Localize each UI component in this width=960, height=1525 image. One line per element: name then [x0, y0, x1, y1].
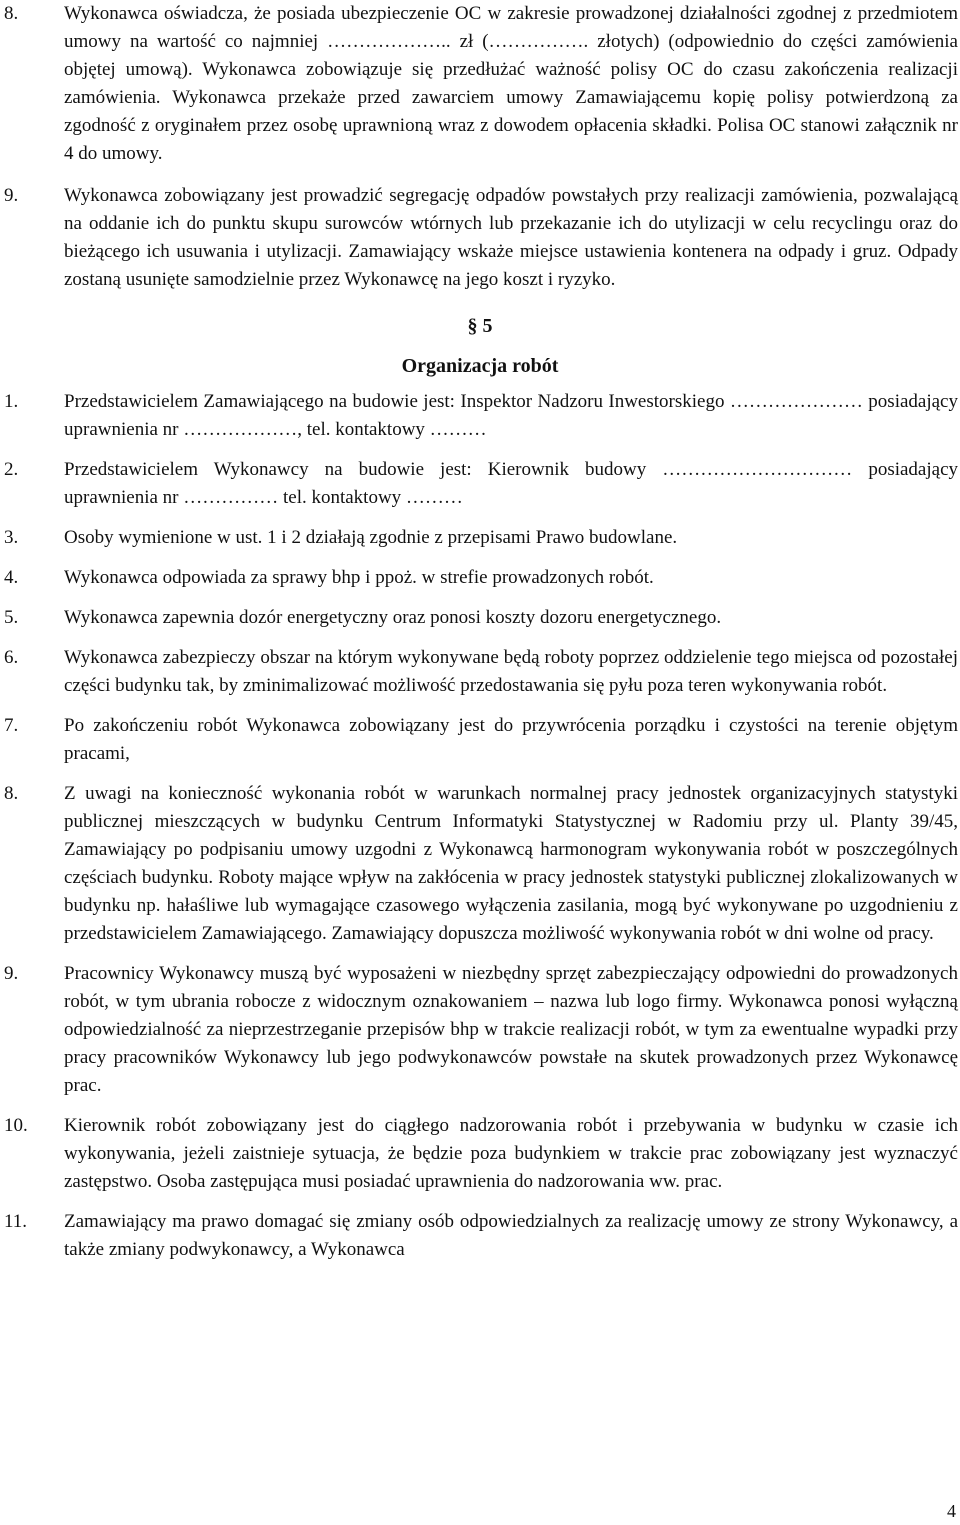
list-text: Wykonawca oświadcza, że posiada ubezpieczenie OC w zakresie prowadzonej działalności zgodnej z przedmiotem umowy na wartość co najmniej ……………….. zł (……………. złotych) (odpowiednio do części zamówienia objętej umową). Wykonawca zobowiązuje się przedłużać ważność polisy OC do czasu zakończenia realizacji zamówienia. Wykonawca przekaże przed zawarciem umowy Zamawiającemu kopię polisy potwierdzoną za zgodność z oryginałem przez osobę uprawnioną wraz z dowodem opłacenia składki. Polisa OC stanowi załącznik nr 4 do umowy.: [64, 3, 958, 164]
list-item-10: [2, 1112, 958, 1196]
list-item-8: [2, 0, 958, 168]
list-text: Wykonawca zapewnia dozór energetyczny oraz ponosi koszty dozoru energetycznego.: [64, 607, 722, 628]
list-text: Osoby wymienione w ust. 1 i 2 działają zgodnie z przepisami Prawo budowlane.: [64, 527, 678, 548]
list-text: Kierownik robót zobowiązany jest do ciągłego nadzorowania robót i przebywania w budynku w czasie ich wykonywania, jeżeli zaistnieje sytuacja, że będzie poza budynkiem w trakcie prac zobowiązany jest wyznaczyć zastępstwo. Osoba zastępująca musi posiadać uprawnienia do nadzorowania ww. prac.: [64, 1115, 958, 1192]
list-number: 4.: [4, 567, 19, 588]
list-number: 6.: [4, 647, 19, 668]
list-text: Zamawiający ma prawo domagać się zmiany osób odpowiedzialnych za realizację umowy ze strony Wykonawcy, a także zmiany podwykonawcy, a Wykonawca: [64, 1211, 958, 1260]
list-number: 9.: [4, 963, 19, 984]
list-item-11: [2, 1208, 958, 1264]
list-text: Wykonawca odpowiada za sprawy bhp i ppoż. w strefie prowadzonych robót.: [64, 567, 654, 588]
section-mark: § 5: [467, 315, 493, 337]
list-number: 2.: [4, 459, 19, 480]
list-item-9: [2, 182, 958, 294]
list-number: 7.: [4, 715, 19, 736]
list-item-7: [2, 712, 958, 768]
list-item-5: [2, 604, 958, 632]
list-item-9b: [2, 960, 958, 1100]
list-item-4: [2, 564, 958, 592]
list-item-3: [2, 524, 958, 552]
list-number: 11.: [4, 1211, 28, 1232]
list-item-2: [2, 456, 958, 512]
list-number: 1.: [4, 391, 19, 412]
list-text: Pracownicy Wykonawcy muszą być wyposażeni w niezbędny sprzęt zabezpieczający odpowiedni do prowadzonych robót, w tym ubrania robocze z widocznym oznakowaniem – nazwa lub logo firmy. Wykonawca ponosi wyłączną odpowiedzialność za nieprzestrzeganie przepisów bhp w trakcie realizacji robót, w tym za ewentualne wypadki przy pracy pracowników Wykonawcy lub jego podwykonawców powstałe na skutek prowadzonych przez Wykonawcę prac.: [64, 963, 958, 1096]
list-number: 8.: [4, 3, 19, 24]
list-number: 5.: [4, 607, 19, 628]
page-number: 4: [947, 1501, 956, 1521]
list-number: 10.: [4, 1115, 28, 1136]
list-item-8b: [2, 780, 958, 948]
list-text: Po zakończeniu robót Wykonawca zobowiązany jest do przywrócenia porządku i czystości na terenie objętym pracami,: [64, 715, 958, 764]
list-number: 9.: [4, 185, 19, 206]
section-title: Organizacja robót: [401, 355, 559, 377]
list-item-6: [2, 644, 958, 700]
list-text: Wykonawca zabezpieczy obszar na którym wykonywane będą roboty poprzez oddzielenie tego miejsca od pozostałej części budynku tak, by zminimalizować możliwość przedostawania się pyłu poza teren wykonywania robót.: [64, 647, 958, 696]
list-item-1: [2, 388, 958, 444]
list-text: Przedstawicielem Zamawiającego na budowie jest: Inspektor Nadzoru Inwestorskiego ………………… posiadający uprawnienia nr ………………, tel. kontaktowy ………: [64, 391, 958, 440]
list-number: 3.: [4, 527, 19, 548]
list-text: Wykonawca zobowiązany jest prowadzić segregację odpadów powstałych przy realizacji zamówienia, pozwalającą na oddanie ich do punktu skupu surowców wtórnych lub przekazanie ich do utylizacji w celu recyclingu oraz do bieżącego ich usuwania i utylizacji. Zamawiający wskaże miejsce ustawienia kontenera na odpady i gruz. Odpady zostaną usunięte samodzielnie przez Wykonawcę na jego koszt i ryzyko.: [64, 185, 958, 290]
list-text: Z uwagi na konieczność wykonania robót w warunkach normalnej pracy jednostek organizacyjnych statystyki publicznej mieszczących w budynku Centrum Informatyki Statystycznej w Radomiu przy ul. Planty 39/45, Zamawiający po podpisaniu umowy uzgodni z Wykonawcą harmonogram wykonywania robót w poszczególnych częściach budynku. Roboty mające wpływ na zakłócenia w pracy jednostek statystyki publicznej zlokalizowanych w budynku np. hałaśliwe lub wymagające czasowego wyłączenia zasilania, mogą być wykonywane po uzgodnieniu z przedstawicielem Zamawiającego. Zamawiający dopuszcza możliwość wykonywania robót w dni wolne od pracy.: [64, 783, 958, 944]
list-text: Przedstawicielem Wykonawcy na budowie jest: Kierownik budowy ………………………… posiadający uprawnienia nr …………… tel. kontaktowy ………: [64, 459, 958, 508]
list-number: 8.: [4, 783, 19, 804]
